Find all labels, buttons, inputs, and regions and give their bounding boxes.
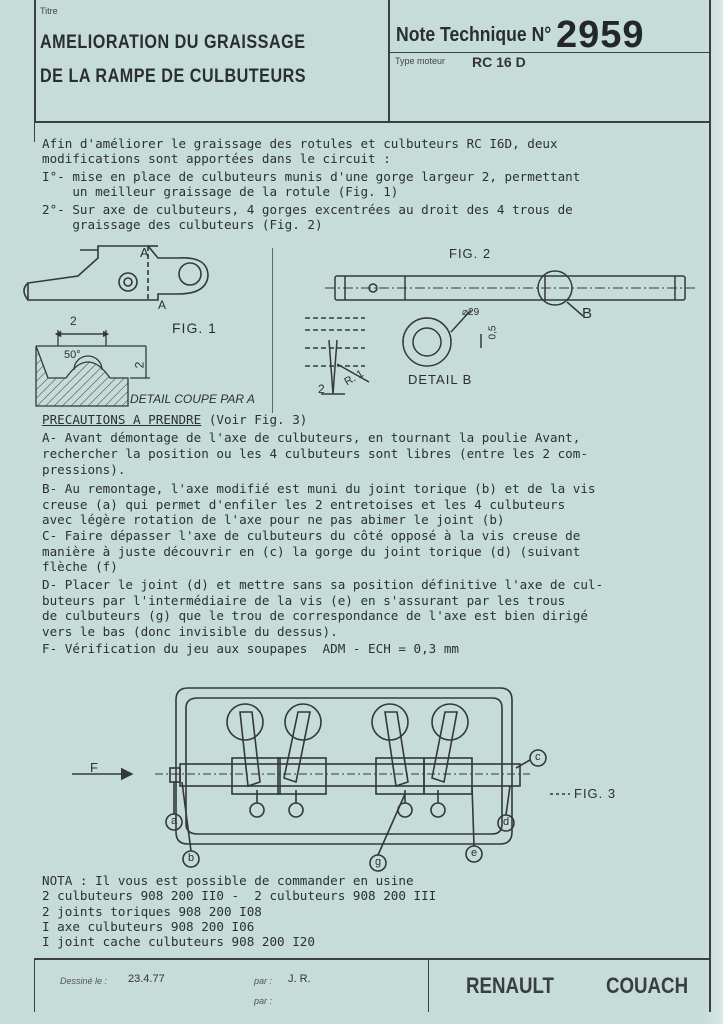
precaution-line: F- Vérification du jeu aux soupapes ADM - ECH = 0,3 mm bbox=[42, 641, 460, 656]
footer-border-top bbox=[34, 958, 710, 960]
precaution-line: A- Avant démontage de l'axe de culbuteurs, en tournant la poulie Avant, bbox=[42, 430, 581, 445]
type-moteur-value: RC 16 D bbox=[472, 54, 526, 70]
fig1-angle: 50° bbox=[64, 349, 81, 361]
nota-line: I axe culbuteurs 908 200 I06 bbox=[42, 919, 255, 934]
header-border-left bbox=[34, 0, 36, 122]
titre-label: Titre bbox=[40, 6, 58, 16]
fig3-label: FIG. 3 bbox=[574, 786, 617, 801]
fig2-label: FIG. 2 bbox=[449, 246, 492, 261]
precaution-line: pressions). bbox=[42, 462, 126, 477]
fig2-detail-letter: B bbox=[582, 305, 593, 322]
fig2-dim-width: 2 bbox=[318, 382, 325, 396]
precaution-line: manière à juste découvrir en (c) la gorge du joint torique (d) (suivant bbox=[42, 544, 581, 559]
fig3-arrow-label: F bbox=[90, 760, 98, 775]
fig1-dim-height: 2 bbox=[132, 361, 147, 369]
par-label-2: par : bbox=[254, 996, 273, 1006]
document-title-line1: AMELIORATION DU GRAISSAGE bbox=[40, 32, 306, 53]
nota-line: 2 joints toriques 908 200 I08 bbox=[42, 904, 262, 919]
fig2-detail-label: DETAIL B bbox=[408, 372, 473, 387]
footer-divider bbox=[428, 960, 429, 1012]
fig3-callout-g: g bbox=[375, 856, 382, 868]
intro-line1: Afin d'améliorer le graissage des rotules et culbuteurs RC I6D, deux bbox=[42, 136, 558, 151]
footer-border-left bbox=[34, 960, 35, 1012]
fig3-callout-e: e bbox=[471, 847, 478, 859]
fig2-dim-dia: ⌀29 bbox=[462, 307, 480, 318]
nota-line: I joint cache culbuteurs 908 200 I20 bbox=[42, 934, 315, 949]
dessine-label: Dessiné le : bbox=[60, 976, 108, 986]
fig3-callout-b: b bbox=[188, 852, 195, 864]
par-label: par : bbox=[254, 976, 273, 986]
intro-item1-line1: I°- mise en place de culbuteurs munis d'une gorge largeur 2, permettant bbox=[42, 169, 581, 184]
precautions-heading-row bbox=[42, 412, 307, 427]
fig2-dim-r: R. 1 bbox=[342, 367, 366, 389]
fig3-callout-d: d bbox=[503, 816, 510, 828]
fig3-callout-a: a bbox=[171, 815, 178, 827]
precaution-line: de culbuteurs (g) que le trou de correspondance de l'axe est bien dirigé bbox=[42, 608, 588, 623]
precaution-line: vers le bas (donc invisible du dessus). bbox=[42, 624, 338, 639]
precaution-line: flèche (f) bbox=[42, 559, 118, 574]
fig1-detail-label: DETAIL COUPE PAR A bbox=[130, 392, 255, 406]
intro-item1-line2: un meilleur graissage de la rotule (Fig. 1) bbox=[42, 184, 399, 199]
precaution-line: creuse (a) qui permet d'enfiler les 2 entretoises et les 4 culbuteurs bbox=[42, 497, 566, 512]
type-moteur-label: Type moteur bbox=[395, 56, 446, 66]
precaution-line: C- Faire dépasser l'axe de culbuteurs du côté opposé à la vis creuse de bbox=[42, 528, 581, 543]
fig1-section-letter-top: A bbox=[140, 245, 149, 260]
dessine-value: 23.4.77 bbox=[128, 973, 165, 985]
fig1-dim-width: 2 bbox=[70, 314, 77, 328]
note-technique-label: Note Technique N° bbox=[396, 24, 552, 46]
precaution-line: buteurs par l'intermédiaire de la vis (e) en s'assurant par les trous bbox=[42, 593, 566, 608]
precaution-line: rechercher la position ou les 4 culbuteurs sont libres (entre les 2 com- bbox=[42, 446, 588, 461]
precaution-line: B- Au remontage, l'axe modifié est muni du joint torique (b) et de la vis bbox=[42, 481, 596, 496]
sheet-border-right bbox=[709, 0, 711, 1012]
header-subdivider bbox=[390, 52, 710, 53]
brand-couach: COUACH bbox=[606, 973, 689, 998]
fig1-section-letter-bottom: A bbox=[158, 298, 167, 312]
header-divider bbox=[388, 0, 390, 122]
intro-item2-line1: 2°- Sur axe de culbuteurs, 4 gorges excentrées au droit des 4 trous de bbox=[42, 202, 573, 217]
sheet-border-left-upper bbox=[34, 122, 35, 142]
intro-line2: modifications sont apportées dans le circuit : bbox=[42, 151, 391, 166]
header-border-bottom bbox=[34, 121, 710, 123]
fig1-rocker-drawing bbox=[18, 238, 273, 413]
document-title-line2: DE LA RAMPE DE CULBUTEURS bbox=[40, 66, 307, 87]
fig3-callout-c: c bbox=[535, 751, 541, 763]
paper-edge bbox=[703, 0, 723, 1024]
precaution-line: avec légère rotation de l'axe pour ne pas abimer le joint (b) bbox=[42, 512, 505, 527]
nota-line: 2 culbuteurs 908 200 II0 - 2 culbuteurs 908 200 III bbox=[42, 888, 437, 903]
par-value: J. R. bbox=[288, 973, 311, 985]
intro-item2-line2: graissage des culbuteurs (Fig. 2) bbox=[42, 217, 323, 232]
fig1-label: FIG. 1 bbox=[172, 320, 217, 336]
nota-heading-line: NOTA : Il vous est possible de commander en usine bbox=[42, 873, 414, 888]
brand-renault: RENAULT bbox=[466, 973, 554, 998]
precautions-heading-ref: (Voir Fig. 3) bbox=[201, 412, 308, 427]
fig2-dim-depth: 0,5 bbox=[487, 325, 499, 340]
note-number: 2959 bbox=[556, 14, 645, 56]
precautions-heading: PRECAUTIONS A PRENDRE bbox=[42, 412, 202, 427]
precaution-line: D- Placer le joint (d) et mettre sans sa position définitive l'axe de cul- bbox=[42, 577, 604, 592]
fig3-rocker-ramp-drawing bbox=[60, 682, 660, 872]
